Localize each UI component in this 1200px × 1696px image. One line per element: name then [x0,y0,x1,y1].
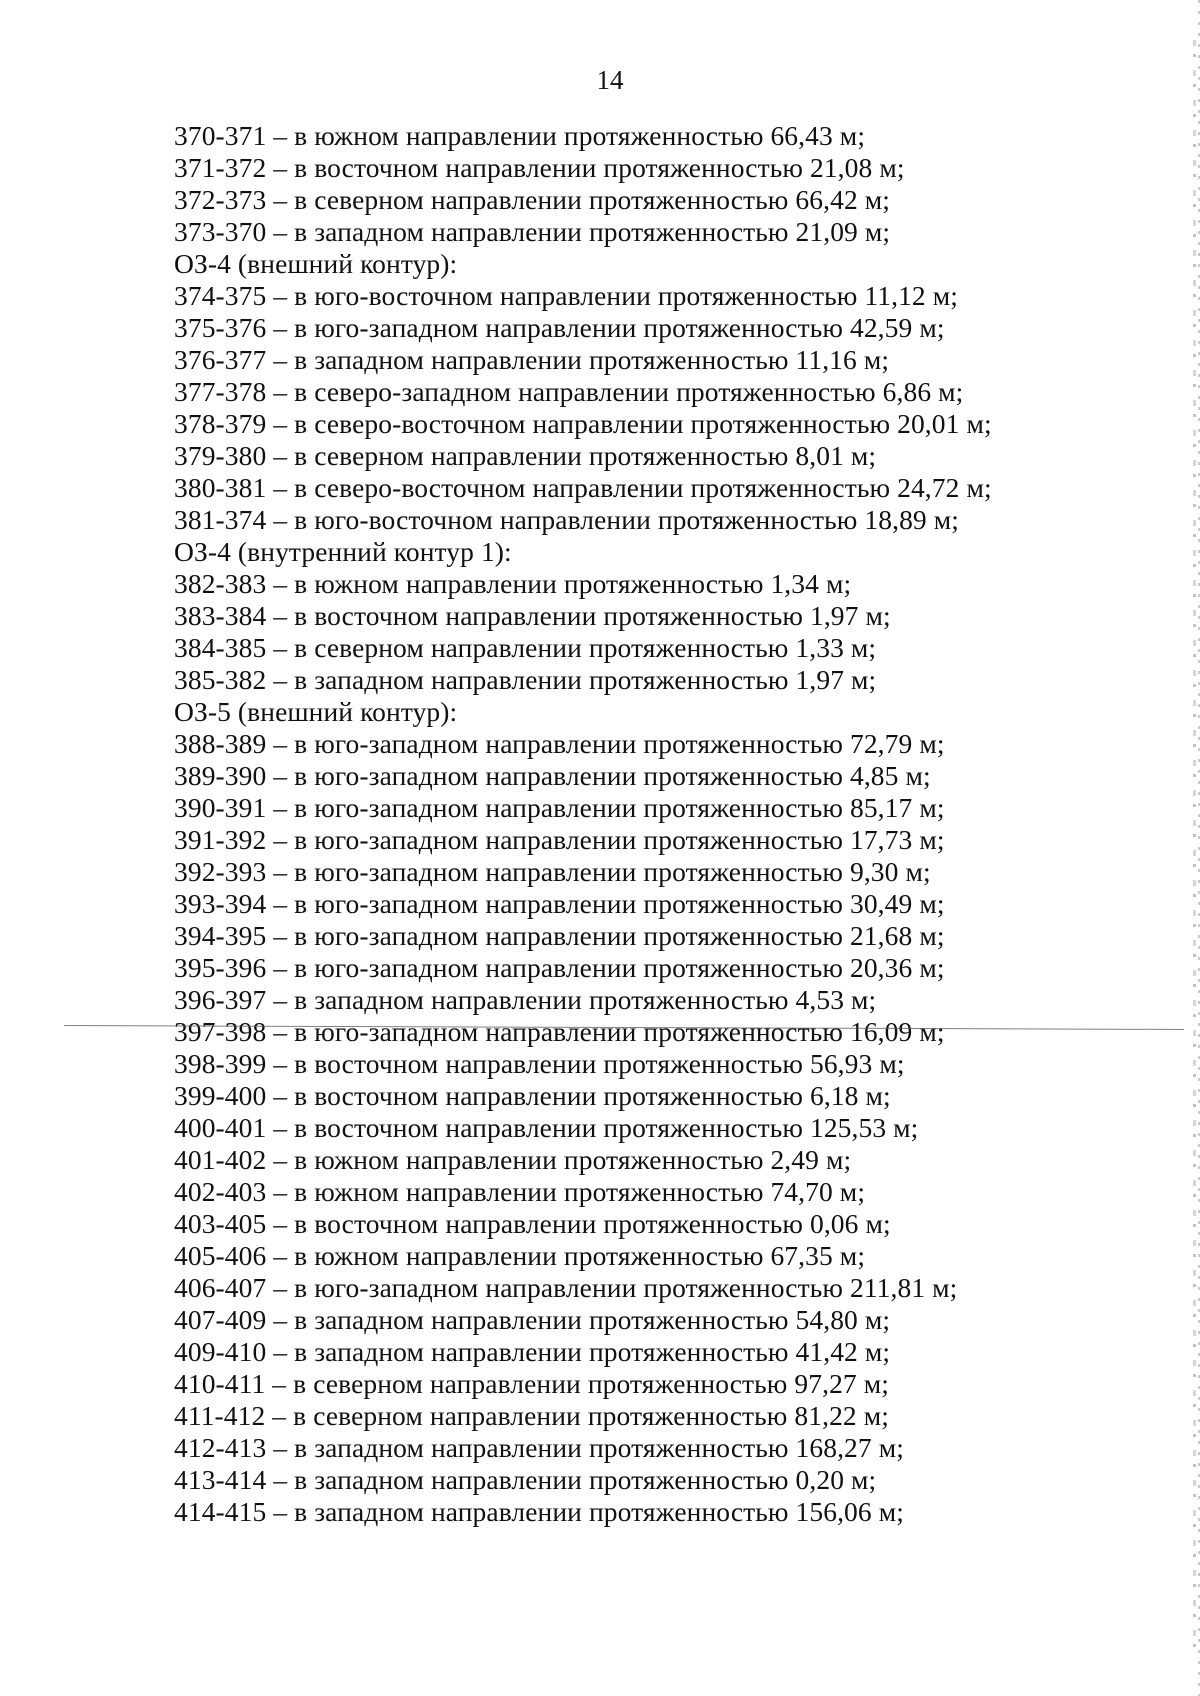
text-line: 394-395 – в юго-западном направлении протяженностью 21,68 м; [174,920,945,951]
text-line: 392-393 – в юго-западном направлении протяженностью 9,30 м; [174,856,931,887]
text-line: 383-384 – в восточном направлении протяженностью 1,97 м; [174,600,891,631]
text-line: 388-389 – в юго-западном направлении протяженностью 72,79 м; [174,728,945,759]
text-line: 398-399 – в восточном направлении протяженностью 56,93 м; [174,1048,905,1079]
text-line: 379-380 – в северном направлении протяженностью 8,01 м; [174,440,877,471]
text-line: 384-385 – в северном направлении протяженностью 1,33 м; [174,632,877,663]
text-line: 396-397 – в западном направлении протяженностью 4,53 м; [174,984,877,1015]
text-line: 409-410 – в западном направлении протяженностью 41,42 м; [174,1336,891,1367]
text-line: 399-400 – в восточном направлении протяженностью 6,18 м; [174,1080,891,1111]
text-line: ОЗ-4 (внутренний контур 1): [174,536,512,567]
text-line: ОЗ-4 (внешний контур): [174,248,458,279]
text-line: 411-412 – в северном направлении протяженностью 81,22 м; [174,1400,890,1431]
text-line: 406-407 – в юго-западном направлении протяженностью 211,81 м; [174,1272,958,1303]
text-line: 371-372 – в восточном направлении протяженностью 21,08 м; [174,152,905,183]
text-line: 372-373 – в северном направлении протяженностью 66,42 м; [174,184,891,215]
text-line: 397-398 – в юго-западном направлении протяженностью 16,09 м; [174,1016,945,1047]
text-line: 370-371 – в южном направлении протяженностью 66,43 м; [174,120,866,151]
text-line: 381-374 – в юго-восточном направлении протяженностью 18,89 м; [174,504,960,535]
page-number: 14 [596,65,624,95]
text-line: 400-401 – в восточном направлении протяженностью 125,53 м; [174,1112,919,1143]
text-line: 375-376 – в юго-западном направлении протяженностью 42,59 м; [174,312,945,343]
text-line: 378-379 – в северо-восточном направлении протяженностью 20,01 м; [174,408,992,439]
text-line: 380-381 – в северо-восточном направлении протяженностью 24,72 м; [174,472,992,503]
text-line: 390-391 – в юго-западном направлении протяженностью 85,17 м; [174,792,945,823]
text-line: 393-394 – в юго-западном направлении протяженностью 30,49 м; [174,888,945,919]
text-line: 403-405 – в восточном направлении протяженностью 0,06 м; [174,1208,891,1239]
text-line: 385-382 – в западном направлении протяженностью 1,97 м; [174,664,877,695]
text-line: 382-383 – в южном направлении протяженностью 1,34 м; [174,568,852,599]
text-line: 395-396 – в юго-западном направлении протяженностью 20,36 м; [174,952,945,983]
text-line: 413-414 – в западном направлении протяженностью 0,20 м; [174,1464,877,1495]
text-line: 377-378 – в северо-западном направлении протяженностью 6,86 м; [174,376,964,407]
text-line: 374-375 – в юго-восточном направлении протяженностью 11,12 м; [174,280,958,311]
text-line: 414-415 – в западном направлении протяженностью 156,06 м; [174,1496,904,1527]
text-line: 412-413 – в западном направлении протяженностью 168,27 м; [174,1432,904,1463]
text-line: 373-370 – в западном направлении протяженностью 21,09 м; [174,216,891,247]
text-line: 402-403 – в южном направлении протяженностью 74,70 м; [174,1176,866,1207]
text-line: 405-406 – в южном направлении протяженностью 67,35 м; [174,1240,866,1271]
text-line: 391-392 – в юго-западном направлении протяженностью 17,73 м; [174,824,945,855]
scan-edge-artifact [1193,40,1196,1660]
text-line: 376-377 – в западном направлении протяженностью 11,16 м; [174,344,890,375]
text-line: 407-409 – в западном направлении протяженностью 54,80 м; [174,1304,891,1335]
text-line: 401-402 – в южном направлении протяженностью 2,49 м; [174,1144,852,1175]
boundary-segment-list [174,120,992,1528]
text-line: 389-390 – в юго-западном направлении протяженностью 4,85 м; [174,760,931,791]
text-line: ОЗ-5 (внешний контур): [174,696,458,727]
text-line: 410-411 – в северном направлении протяженностью 97,27 м; [174,1368,890,1399]
